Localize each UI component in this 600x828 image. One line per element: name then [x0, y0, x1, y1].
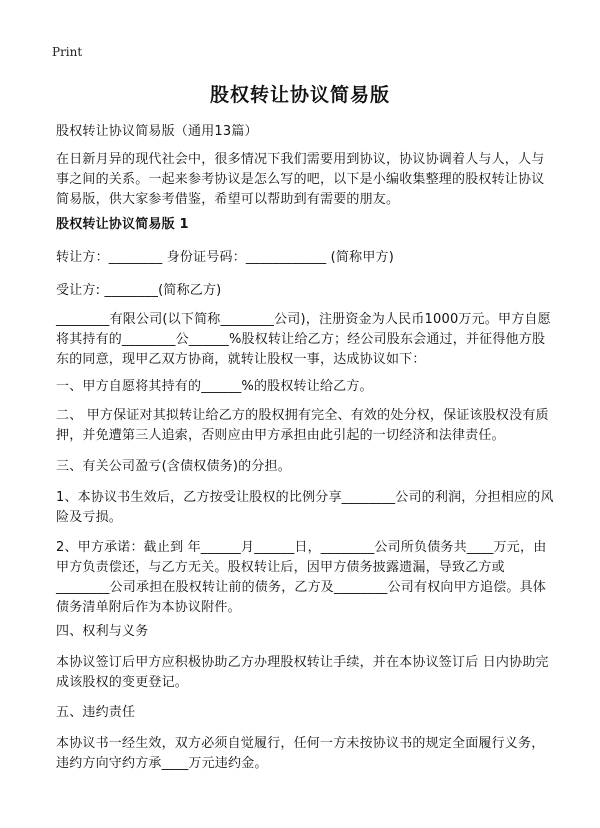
- transferee-line: 受让方: ________(简称乙方): [56, 283, 222, 298]
- company-paragraph: ________有限公司(以下简称________公司)，注册资金为人民币1000万元。甲方自愿将其持有的________公______%股权转让给乙方；经公司股东会通过，并征得他方股东的同意，现甲乙双方协商，就转让股权一事，达成协议如下：: [56, 312, 551, 367]
- document-subtitle: 股权转让协议简易版（通用13篇）: [56, 124, 258, 139]
- clause-5-heading: 五、违约责任: [56, 705, 136, 720]
- clause-3-heading: 三、有关公司盈亏(含债权债务)的分担。: [56, 459, 291, 474]
- clause-3-item-2: 2、甲方承诺：截止到 年______月______日，________公司所负债务共____万元，由甲方负责偿还，与乙方无关。股权转让后，因甲方债务披露遗漏，导致乙方或________公司承担在股权转让前的债务，乙方及________公司有权向甲方追偿。具体债务清单附后作为本协议附件。: [56, 540, 547, 615]
- clause-4-body: 本协议签订后甲方应积极协助乙方办理股权转让手续，并在本协议签订后 日内协助完成该股权的变更登记。: [56, 655, 549, 690]
- clause-5-body: 本协议书一经生效，双方必须自觉履行，任何一方未按协议书的规定全面履行义务，违约方向守约方承____万元违约金。: [56, 736, 545, 771]
- clause-3-item-1: 1、本协议书生效后，乙方按受让股权的比例分享________公司的利润，分担相应的风险及亏损。: [56, 490, 554, 525]
- clause-1: 一、甲方自愿将其持有的______%的股权转让给乙方。: [56, 379, 373, 394]
- intro-paragraph: 在日新月异的现代社会中，很多情况下我们需要用到协议，协议协调着人与人，人与事之间的关系。一起来参考协议是怎么写的吧，以下是小编收集整理的股权转让协议简易版，供大家参考借鉴，希望可以帮助到有需要的朋友。: [56, 152, 545, 207]
- clause-2: 二、 甲方保证对其拟转让给乙方的股权拥有完全、有效的处分权，保证该股权没有质押，并免遭第三人追索，否则应由甲方承担由此引起的一切经济和法律责任。: [56, 408, 549, 443]
- section-title: 股权转让协议简易版 1: [56, 217, 189, 232]
- document-title: 股权转让协议简易版: [209, 84, 390, 106]
- clause-4-heading: 四、权利与义务: [56, 624, 149, 639]
- print-link[interactable]: Print: [52, 45, 83, 59]
- transferor-line: 转让方：________ 身份证号码：____________ (简称甲方): [56, 250, 395, 265]
